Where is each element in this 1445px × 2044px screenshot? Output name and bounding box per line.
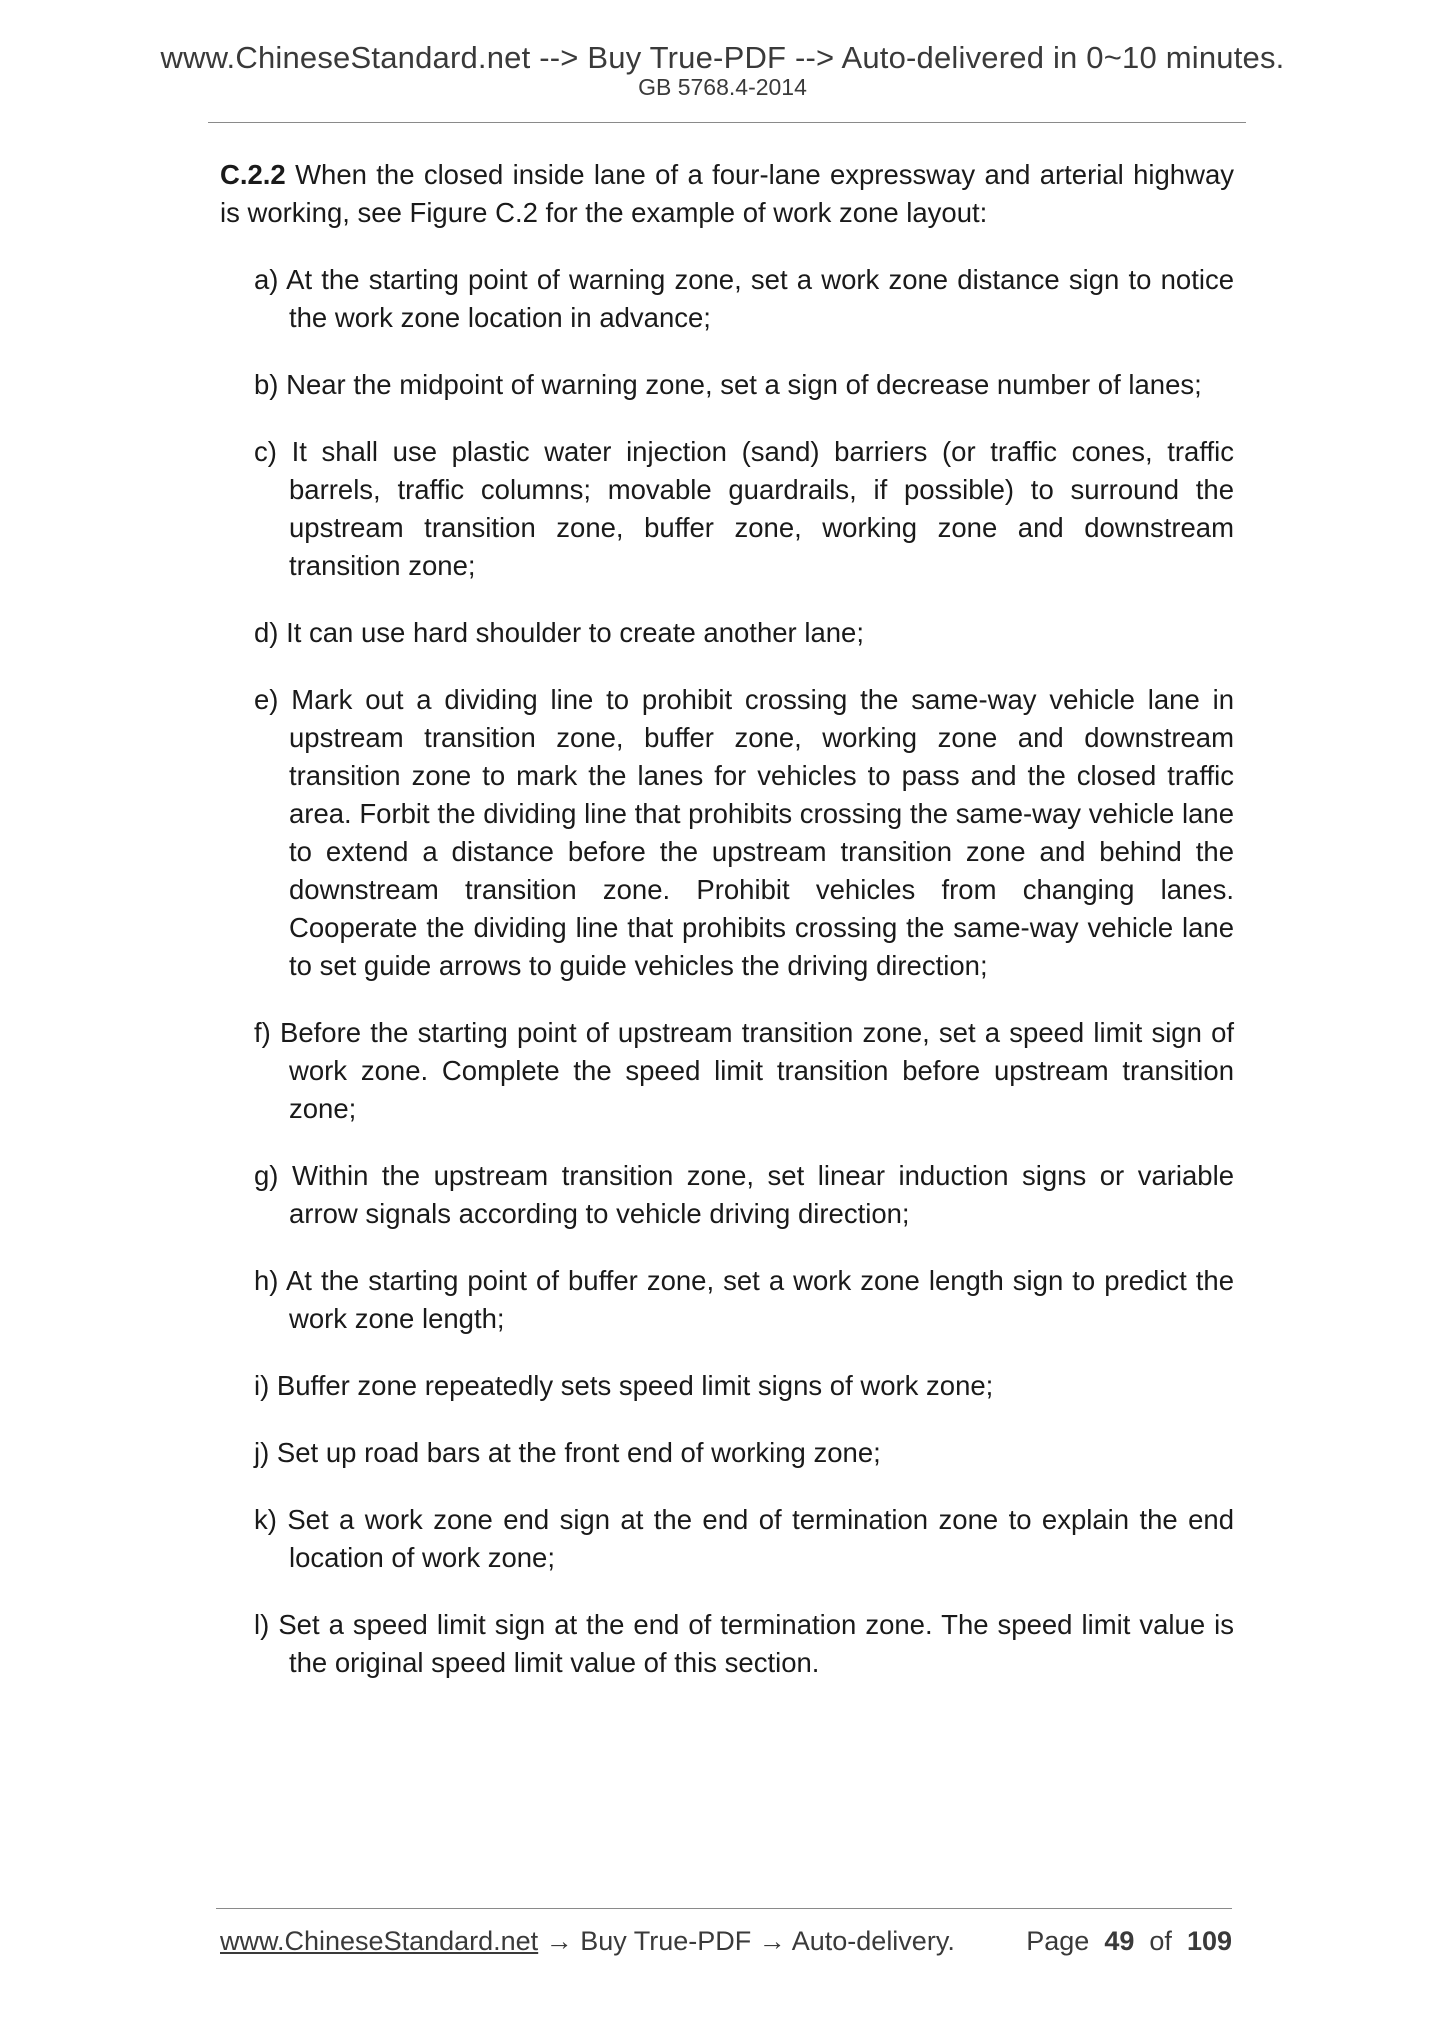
list-item-text: Near the midpoint of warning zone, set a sign of decrease number of lanes; [286,369,1202,400]
page-body [220,156,1234,1711]
top-banner: www.ChineseStandard.net --> Buy True-PDF --> Auto-delivered in 0~10 minutes. [160,40,1285,75]
list-item [254,433,1234,585]
list-item-marker: g) [254,1160,279,1191]
list-item [254,1157,1234,1233]
list-item-text: At the starting point of buffer zone, set a work zone length sign to predict the work zone length; [285,1265,1234,1334]
list-item [254,681,1234,985]
list-item-marker: l) [254,1609,270,1640]
clause-intro-text: When the closed inside lane of a four-lane expressway and arterial highway is working, see Figure C.2 for the example of work zone layout: [220,159,1234,228]
list-item-marker: i) [254,1370,270,1401]
footer-promo [220,1926,955,1957]
list-item [254,1262,1234,1338]
list-item [254,366,1234,404]
clause-intro [220,156,1234,232]
footer-site-link[interactable]: www.ChineseStandard.net [220,1926,539,1956]
list-item [254,261,1234,337]
list-item-text: It shall use plastic water injection (sand) barriers (or traffic cones, traffic barrels, traffic columns; movable guardrails, if possible) to surround the upstream transition zone, buffer zone, working zone and downstream transition zone; [289,436,1234,581]
of-label: of [1149,1926,1172,1956]
list-item [254,614,1234,652]
list-item-text: Set a speed limit sign at the end of termination zone. The speed limit value is the original speed limit value of this section. [278,1609,1235,1678]
list-item-marker: a) [254,264,279,295]
list-item-text: Buffer zone repeatedly sets speed limit signs of work zone; [276,1370,994,1401]
page-indicator [1026,1926,1232,1957]
list-item-marker: b) [254,369,279,400]
list-item-marker: e) [254,684,279,715]
list-item [254,1367,1234,1405]
footer-divider [216,1908,1232,1909]
list-item-text: Mark out a dividing line to prohibit crossing the same-way vehicle lane in upstream transition zone, buffer zone, working zone and downstream transition zone to mark the lanes for vehicles to pass and the closed traffic area. Forbit the dividing line that prohibits crossing the same-way vehicle lane to extend a distance before the upstream transition zone and behind the downstream transition zone. Prohibit vehicles from changing lanes. Cooperate the dividing line that prohibits crossing the same-way vehicle lane to set guide arrows to guide vehicles the driving direction; [289,684,1235,981]
list-item [254,1606,1234,1682]
list-item [254,1434,1234,1472]
list-item-text: Set a work zone end sign at the end of termination zone to explain the end location of work zone; [287,1504,1235,1573]
list-item-marker: j) [254,1437,270,1468]
list-item-marker: c) [254,436,277,467]
footer-promo-text: → Buy True-PDF → Auto-delivery. [538,1926,955,1956]
page-label: Page [1026,1926,1090,1956]
list-item-marker: k) [254,1504,277,1535]
current-page-number: 49 [1104,1926,1135,1956]
list-item-text: At the starting point of warning zone, set a work zone distance sign to notice the work zone location in advance; [286,264,1235,333]
clause-number: C.2.2 [220,159,286,190]
list-item-text: It can use hard shoulder to create another lane; [286,617,864,648]
header-divider [208,122,1246,123]
list-item [254,1014,1234,1128]
list-item-marker: d) [254,617,279,648]
list-item [254,1501,1234,1577]
list-item-marker: h) [254,1265,279,1296]
document-code: GB 5768.4-2014 [638,74,807,100]
list-item-text: Set up road bars at the front end of working zone; [276,1437,881,1468]
total-pages-number: 109 [1186,1926,1232,1956]
list-item-text: Within the upstream transition zone, set linear induction signs or variable arrow signals according to vehicle driving direction; [289,1160,1234,1229]
list-item-marker: f) [254,1017,271,1048]
list-item-text: Before the starting point of upstream transition zone, set a speed limit sign of work zone. Complete the speed limit transition before upstream transition zone; [280,1017,1235,1124]
